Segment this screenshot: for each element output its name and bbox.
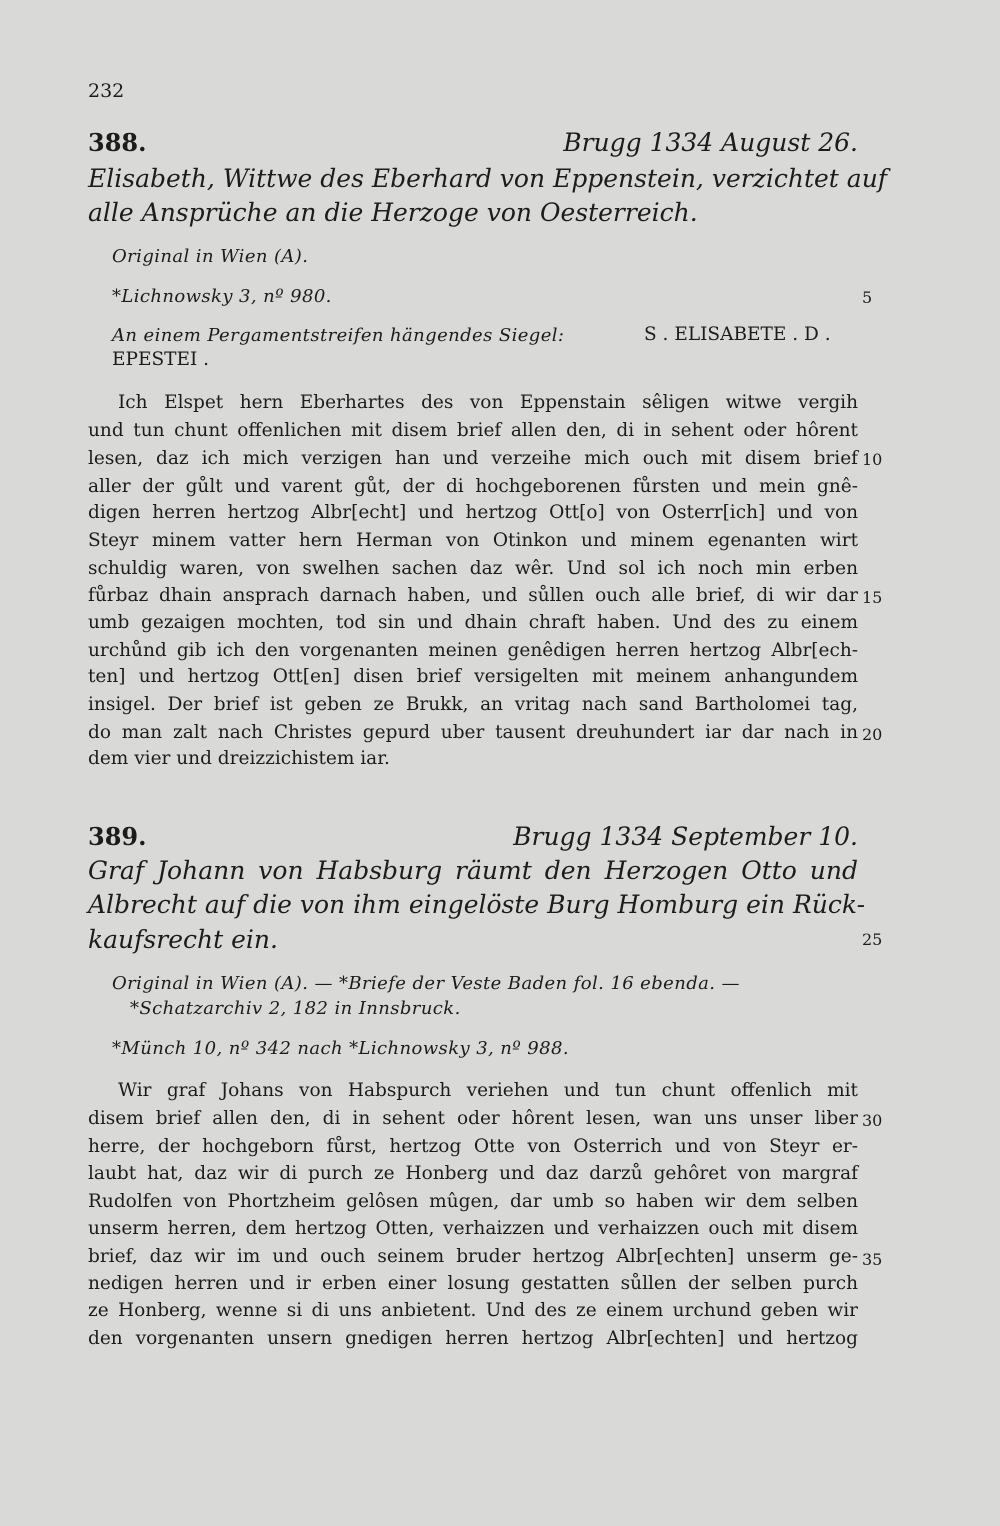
doc389-place-date: Brugg 1334 September 10. bbox=[513, 822, 858, 851]
doc388-number: 388. bbox=[88, 128, 147, 157]
margin-line-number: 25 bbox=[862, 930, 883, 949]
doc388-text-line: lesen, daz ich mich verzigen han und verzeihe mich ouch mit disem brief bbox=[88, 448, 858, 469]
doc388-place-date: Brugg 1334 August 26. bbox=[563, 128, 858, 157]
doc389-regest-line: Graf Johann von Habsburg räumt den Herzogen Otto und bbox=[88, 856, 858, 885]
doc389-text-line: unserm herren, dem hertzog Otten, verhaizzen und verhaizzen ouch mit disem bbox=[88, 1218, 858, 1239]
doc388-text-line: ten] und hertzog Ott[en] disen brief versigelten mit meinem anhangundem bbox=[88, 666, 858, 687]
doc389-regest-line: Albrecht auf die von ihm eingelöste Burg Homburg ein Rück- bbox=[88, 890, 866, 919]
doc389-text-line: Wir graf Johans von Habspurch veriehen und tun chunt offenlich mit bbox=[118, 1080, 858, 1101]
doc388-text-line: do man zalt nach Christes gepurd uber tausent dreuhundert iar dar nach in bbox=[88, 722, 858, 743]
doc389-regest-line: kaufsrecht ein. bbox=[88, 925, 278, 954]
doc389-reference: *Münch 10, nº 342 nach *Lichnowsky 3, nº 988. bbox=[112, 1038, 569, 1059]
margin-line-number: 5 bbox=[862, 288, 873, 307]
doc388-regest-line: alle Ansprüche an die Herzoge von Oesterreich. bbox=[88, 198, 698, 227]
doc388-text-line: fůrbaz dhain ansprach darnach haben, und sůllen ouch alle brief, di wir dar bbox=[88, 585, 858, 606]
doc389-text-line: nedigen herren und ir erben einer losung gestatten sůllen der selben purch bbox=[88, 1273, 858, 1294]
page-number: 232 bbox=[88, 80, 125, 102]
doc388-text-line: urchůnd gib ich den vorgenanten meinen genêdigen herren hertzog Albr[ech- bbox=[88, 640, 858, 661]
margin-line-number: 30 bbox=[862, 1111, 883, 1130]
doc388-text-line: dem vier und dreizzichistem iar. bbox=[88, 748, 390, 769]
margin-line-number: 20 bbox=[862, 725, 883, 744]
doc389-text-line: Rudolfen von Phortzheim gelôsen mûgen, dar umb so haben wir dem selben bbox=[88, 1191, 858, 1212]
doc389-text-line: den vorgenanten unsern gnedigen herren hertzog Albr[echten] und hertzog bbox=[88, 1328, 858, 1349]
doc388-text-line: insigel. Der brief ist geben ze Brukk, an vritag nach sand Bartholomei tag, bbox=[88, 694, 858, 715]
doc389-text-line: herre, der hochgeborn fůrst, hertzog Otte von Osterrich und von Steyr er- bbox=[88, 1136, 858, 1157]
doc388-seal-text: EPESTEI . bbox=[112, 349, 210, 370]
margin-line-number: 10 bbox=[862, 450, 883, 469]
doc388-text-line: Ich Elspet hern Eberhartes des von Eppenstain sêligen witwe vergih bbox=[118, 392, 858, 413]
doc389-number: 389. bbox=[88, 822, 147, 851]
doc388-reference: *Lichnowsky 3, nº 980. bbox=[112, 286, 332, 307]
doc388-text-line: aller der gůlt und varent gůt, der di hochgeborenen fůrsten und mein gnê- bbox=[88, 476, 858, 497]
margin-line-number: 35 bbox=[862, 1250, 883, 1269]
doc388-text-line: Steyr minem vatter hern Herman von Otinkon und minem egenanten wirt bbox=[88, 530, 858, 551]
doc388-regest-line: Elisabeth, Wittwe des Eberhard von Eppenstein, verzichtet auf bbox=[88, 164, 888, 193]
doc388-seal-label: An einem Pergamentstreifen hängendes Siegel: bbox=[112, 325, 565, 346]
doc388-text-line: schuldig waren, von swelhen sachen daz wêr. Und sol ich noch min erben bbox=[88, 558, 858, 579]
doc389-sources: *Schatzarchiv 2, 182 in Innsbruck. bbox=[130, 998, 461, 1019]
margin-line-number: 15 bbox=[862, 588, 883, 607]
doc389-text-line: disem brief allen den, di in sehent oder hôrent lesen, wan uns unser liber bbox=[88, 1108, 858, 1129]
doc389-text-line: brief, daz wir im und ouch seinem bruder hertzog Albr[echten] unserm ge- bbox=[88, 1246, 858, 1267]
doc388-text-line: und tun chunt offenlichen mit disem brief allen den, di in sehent oder hôrent bbox=[88, 420, 858, 441]
doc388-text-line: umb gezaigen mochten, tod sin und dhain chraft haben. Und des zu einem bbox=[88, 612, 858, 633]
doc388-text-line: digen herren hertzog Albr[echt] und hertzog Ott[o] von Osterr[ich] und von bbox=[88, 502, 858, 523]
doc389-sources: Original in Wien (A). — *Briefe der Veste Baden fol. 16 ebenda. — bbox=[112, 973, 740, 994]
doc388-original: Original in Wien (A). bbox=[112, 246, 309, 267]
doc388-seal-text: S . ELISABETE . D . bbox=[644, 324, 831, 345]
doc389-text-line: ze Honberg, wenne si di uns anbietent. Und des ze einem urchund geben wir bbox=[88, 1300, 858, 1321]
doc389-text-line: laubt hat, daz wir di purch ze Honberg und daz darzů gehôret von margraf bbox=[88, 1163, 858, 1184]
